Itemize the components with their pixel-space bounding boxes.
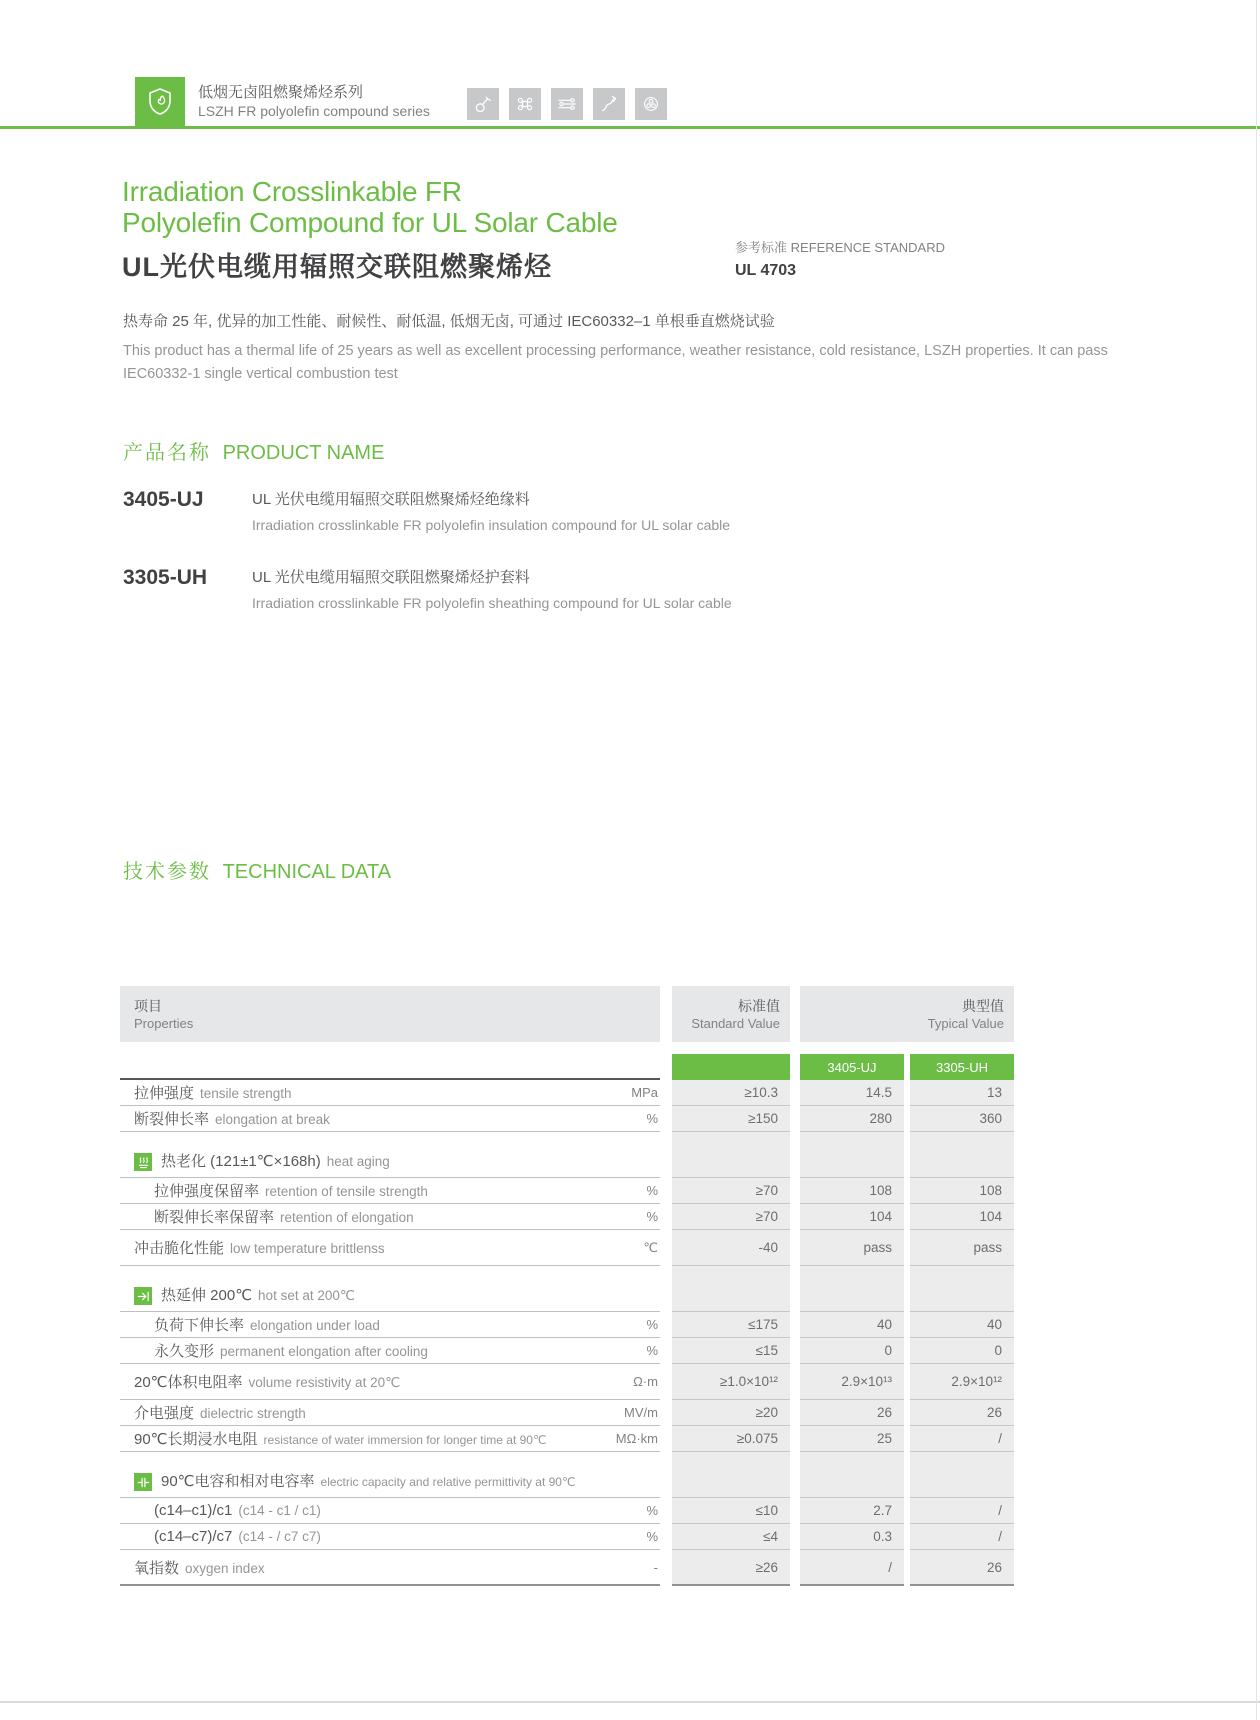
- standard-value-cell: -40: [672, 1230, 790, 1266]
- series-title-zh: 低烟无卤阻燃聚烯烃系列: [198, 84, 364, 101]
- grade-header-3305: 3305-UH: [910, 1054, 1014, 1080]
- property-name-en: tensile strength: [200, 1086, 292, 1101]
- unit-cell: MPa: [631, 1085, 658, 1100]
- typical-value-cell-3305: /: [910, 1524, 1014, 1550]
- table-row: [120, 1498, 1014, 1524]
- technical-data-table: [120, 986, 1014, 1586]
- table-row: [120, 1400, 1014, 1426]
- typical-value-cell-3405: /: [800, 1550, 904, 1586]
- intro-zh: 热寿命 25 年, 优异的加工性能、耐候性、耐低温, 低烟无卤, 可通过 IEC60332–1 单根垂直燃烧试验: [123, 313, 775, 330]
- property-cell: [120, 1426, 660, 1452]
- table-header-row: [120, 986, 1014, 1042]
- property-cell: [120, 1230, 660, 1266]
- typical-value-cell-3405: pass: [800, 1230, 904, 1266]
- typical-value-cell-3305: /: [910, 1426, 1014, 1452]
- unit-cell: Ω·m: [633, 1374, 658, 1389]
- property-name-en: (c14 - c1 / c1): [238, 1502, 321, 1518]
- property-cell: [120, 1312, 660, 1338]
- property-name-en: volume resistivity at 20℃: [248, 1375, 401, 1390]
- unit-cell: %: [646, 1529, 658, 1544]
- flow-lines-icon: [551, 88, 583, 120]
- property-name-en: dielectric strength: [200, 1406, 306, 1421]
- table-section-row: [120, 1132, 1014, 1178]
- product-name-heading: [123, 436, 384, 465]
- property-name-zh: 氧指数: [134, 1559, 180, 1577]
- molecules-icon: [509, 88, 541, 120]
- page-title-zh: UL光伏电缆用辐照交联阻燃聚烯烃: [122, 252, 552, 282]
- typical-value-cell-3305: 108: [910, 1178, 1014, 1204]
- property-name-en: oxygen index: [185, 1560, 265, 1576]
- page-title-line2: Polyolefin Compound for UL Solar Cable: [122, 207, 618, 238]
- property-name-en: electric capacity and relative permittivity at 90℃: [320, 1475, 576, 1489]
- column-header-properties: [120, 986, 660, 1042]
- property-cell: [120, 1452, 660, 1498]
- grade-header-3405: 3405-UJ: [800, 1054, 904, 1080]
- property-name-en: permanent elongation after cooling: [220, 1344, 428, 1359]
- typical-value-cell-3305: 40: [910, 1312, 1014, 1338]
- property-name-zh: 热老化 (121±1℃×168h): [161, 1153, 321, 1170]
- table-row: [120, 1230, 1014, 1266]
- standard-value-cell: ≥26: [672, 1550, 790, 1586]
- unit-cell: %: [646, 1111, 658, 1126]
- heat-waves-icon: [134, 1153, 152, 1171]
- reference-standard-value: UL 4703: [735, 262, 797, 279]
- column-header-typical-en: Typical Value: [927, 1015, 1004, 1031]
- header-icon-row: [467, 88, 667, 120]
- property-cell: [120, 1132, 660, 1178]
- typical-value-cell-3305: 0: [910, 1338, 1014, 1364]
- shield-flame-icon: [135, 77, 185, 127]
- unit-cell: -: [653, 1559, 658, 1575]
- property-name-zh: 拉伸强度: [134, 1085, 195, 1102]
- intro-paragraph: [123, 311, 1138, 386]
- typical-value-cell-3305: 26: [910, 1550, 1014, 1586]
- standard-value-cell: ≤4: [672, 1524, 790, 1550]
- product-desc-en: Irradiation crosslinkable FR polyolefin sheathing compound for UL solar cable: [252, 595, 732, 611]
- product-name-heading-zh: 产品名称: [123, 442, 211, 464]
- page-right-edge: [1256, 0, 1257, 1720]
- property-name-zh: 90℃电容和相对电容率: [161, 1473, 315, 1490]
- property-name-zh: 90℃长期浸水电阻: [134, 1431, 258, 1448]
- property-name-zh: 负荷下伸长率: [154, 1317, 245, 1334]
- standard-value-cell: ≥150: [672, 1106, 790, 1132]
- table-row: [120, 1080, 1014, 1106]
- column-header-properties-en: Properties: [134, 1015, 194, 1031]
- unit-cell: ℃: [643, 1239, 658, 1255]
- typical-value-cell-3305: pass: [910, 1230, 1014, 1266]
- property-cell: [120, 1204, 660, 1230]
- standard-value-cell: ≥1.0×10¹²: [672, 1364, 790, 1400]
- flexible-cable-icon: [593, 88, 625, 120]
- property-name-zh: 20℃体积电阻率: [134, 1374, 243, 1391]
- property-name-en: retention of tensile strength: [265, 1184, 428, 1199]
- property-name-en: (c14 - / c7 c7): [238, 1528, 321, 1544]
- typical-value-cell-3305: 13: [910, 1080, 1014, 1106]
- table-row: [120, 1364, 1014, 1400]
- page-title-line1: Irradiation Crosslinkable FR: [122, 176, 462, 207]
- typical-value-cell-3405: 280: [800, 1106, 904, 1132]
- property-name-en: low temperature brittlenss: [230, 1241, 385, 1256]
- product-code: 3405-UJ: [123, 488, 204, 511]
- grade-header-underline: [120, 1054, 660, 1080]
- standard-value-cell: ≤10: [672, 1498, 790, 1524]
- standard-value-cell: [672, 1452, 790, 1498]
- series-title: [198, 83, 430, 121]
- typical-value-cell-3305: [910, 1132, 1014, 1178]
- standard-value-cell: ≥0.075: [672, 1426, 790, 1452]
- property-cell: [120, 1178, 660, 1204]
- typical-value-cell-3305: 2.9×10¹²: [910, 1364, 1014, 1400]
- property-cell: [120, 1400, 660, 1426]
- table-body: [120, 1080, 1014, 1586]
- technical-data-heading: [123, 855, 391, 884]
- property-name-zh: (c14–c1)/c1: [154, 1501, 233, 1519]
- unit-cell: %: [646, 1503, 658, 1518]
- table-header-gap: [120, 1042, 1014, 1054]
- typical-value-cell-3405: 40: [800, 1312, 904, 1338]
- flask-icon: [467, 88, 499, 120]
- page-title-en: [122, 176, 618, 238]
- property-cell: [120, 1106, 660, 1132]
- reference-standard-label: [735, 237, 945, 256]
- typical-value-cell-3405: 0.3: [800, 1524, 904, 1550]
- property-cell: [120, 1266, 660, 1312]
- capacitor-icon: [134, 1473, 152, 1491]
- property-name-zh: 介电强度: [134, 1405, 195, 1422]
- hot-set-arrow-icon: [134, 1287, 152, 1305]
- table-section-row: [120, 1266, 1014, 1312]
- standard-value-cell: ≥70: [672, 1204, 790, 1230]
- product-code: 3305-UH: [123, 566, 208, 589]
- property-name-zh: 冲击脆化性能: [134, 1240, 225, 1257]
- typical-value-cell-3405: 2.9×10¹³: [800, 1364, 904, 1400]
- standard-value-cell: ≥20: [672, 1400, 790, 1426]
- typical-value-cell-3305: 360: [910, 1106, 1014, 1132]
- property-name-zh: 热延伸 200℃: [161, 1287, 253, 1304]
- property-name-zh: 拉伸强度保留率: [154, 1183, 260, 1200]
- property-cell: [120, 1080, 660, 1106]
- technical-data-heading-zh: 技术参数: [123, 861, 211, 883]
- page-bottom-edge: [0, 1701, 1260, 1703]
- column-header-standard-value: [672, 986, 790, 1042]
- property-name-en: elongation at break: [215, 1112, 330, 1127]
- typical-value-cell-3405: 14.5: [800, 1080, 904, 1106]
- reference-standard: [735, 237, 945, 280]
- typical-value-cell-3305: /: [910, 1498, 1014, 1524]
- column-header-typical-zh: 典型值: [962, 997, 1004, 1014]
- product-desc-zh: UL 光伏电缆用辐照交联阻燃聚烯烃绝缘料: [252, 491, 530, 508]
- column-header-standard-zh: 标准值: [738, 997, 780, 1014]
- typical-value-cell-3405: 2.7: [800, 1498, 904, 1524]
- reference-standard-label-en: REFERENCE STANDARD: [790, 240, 945, 255]
- product-desc-en: Irradiation crosslinkable FR polyolefin insulation compound for UL solar cable: [252, 517, 731, 533]
- unit-cell: %: [646, 1317, 658, 1332]
- header-divider: [0, 126, 1260, 129]
- unit-cell: MΩ·km: [615, 1431, 658, 1446]
- typical-value-cell-3405: [800, 1266, 904, 1312]
- standard-value-cell: ≥70: [672, 1178, 790, 1204]
- unit-cell: %: [646, 1209, 658, 1224]
- typical-value-cell-3305: 104: [910, 1204, 1014, 1230]
- property-name-en: elongation under load: [250, 1318, 380, 1333]
- product-desc-zh: UL 光伏电缆用辐照交联阻燃聚烯烃护套料: [252, 569, 530, 586]
- typical-value-cell-3405: 25: [800, 1426, 904, 1452]
- typical-value-cell-3405: [800, 1452, 904, 1498]
- unit-cell: %: [646, 1343, 658, 1358]
- reference-standard-label-zh: 参考标准: [735, 240, 788, 255]
- product-name-heading-en: PRODUCT NAME: [222, 442, 385, 464]
- standard-value-cell: ≤15: [672, 1338, 790, 1364]
- typical-value-cell-3305: [910, 1452, 1014, 1498]
- table-row: [120, 1550, 1014, 1586]
- table-row: [120, 1178, 1014, 1204]
- unit-cell: %: [646, 1183, 658, 1198]
- typical-value-cell-3405: 26: [800, 1400, 904, 1426]
- unit-cell: MV/m: [624, 1405, 658, 1420]
- column-header-properties-zh: 项目: [134, 997, 162, 1014]
- property-name-en: resistance of water immersion for longer time at 90℃: [263, 1433, 547, 1447]
- typical-value-cell-3405: 108: [800, 1178, 904, 1204]
- table-section-row: [120, 1452, 1014, 1498]
- cable-cross-section-icon: [635, 88, 667, 120]
- grade-header-row: [120, 1054, 1014, 1080]
- series-title-en: LSZH FR polyolefin compound series: [198, 103, 430, 119]
- product-entry: [123, 488, 730, 533]
- technical-data-heading-en: TECHNICAL DATA: [222, 861, 392, 883]
- standard-value-cell: ≤175: [672, 1312, 790, 1338]
- table-row: [120, 1524, 1014, 1550]
- intro-en: This product has a thermal life of 25 years as well as excellent processing performance, weather resistance, cold resistance, LSZH properties. It can pass IEC60332-1 single vertical combustion test: [123, 343, 1108, 382]
- standard-value-cell: [672, 1132, 790, 1178]
- property-name-en: retention of elongation: [280, 1210, 414, 1225]
- property-name-en: hot set at 200℃: [258, 1288, 356, 1303]
- typical-value-cell-3405: 104: [800, 1204, 904, 1230]
- table-row: [120, 1106, 1014, 1132]
- column-header-standard-en: Standard Value: [691, 1015, 780, 1031]
- property-name-zh: (c14–c7)/c7: [154, 1527, 233, 1545]
- property-name-zh: 永久变形: [154, 1343, 215, 1360]
- typical-value-cell-3405: 0: [800, 1338, 904, 1364]
- product-entry: [123, 566, 732, 611]
- property-cell: [120, 1364, 660, 1400]
- typical-value-cell-3405: [800, 1132, 904, 1178]
- standard-value-cell: [672, 1266, 790, 1312]
- typical-value-cell-3305: [910, 1266, 1014, 1312]
- table-row: [120, 1426, 1014, 1452]
- table-row: [120, 1312, 1014, 1338]
- property-cell: [120, 1550, 660, 1586]
- column-header-typical-value: [800, 986, 1014, 1042]
- property-cell: [120, 1338, 660, 1364]
- property-cell: [120, 1498, 660, 1524]
- typical-value-cell-3305: 26: [910, 1400, 1014, 1426]
- table-row: [120, 1204, 1014, 1230]
- property-cell: [120, 1524, 660, 1550]
- table-row: [120, 1338, 1014, 1364]
- property-name-zh: 断裂伸长率: [134, 1111, 210, 1128]
- property-name-en: heat aging: [326, 1154, 390, 1169]
- property-name-zh: 断裂伸长率保留率: [154, 1209, 275, 1226]
- standard-value-cell: ≥10.3: [672, 1080, 790, 1106]
- grade-header-standard-blank: [672, 1054, 790, 1080]
